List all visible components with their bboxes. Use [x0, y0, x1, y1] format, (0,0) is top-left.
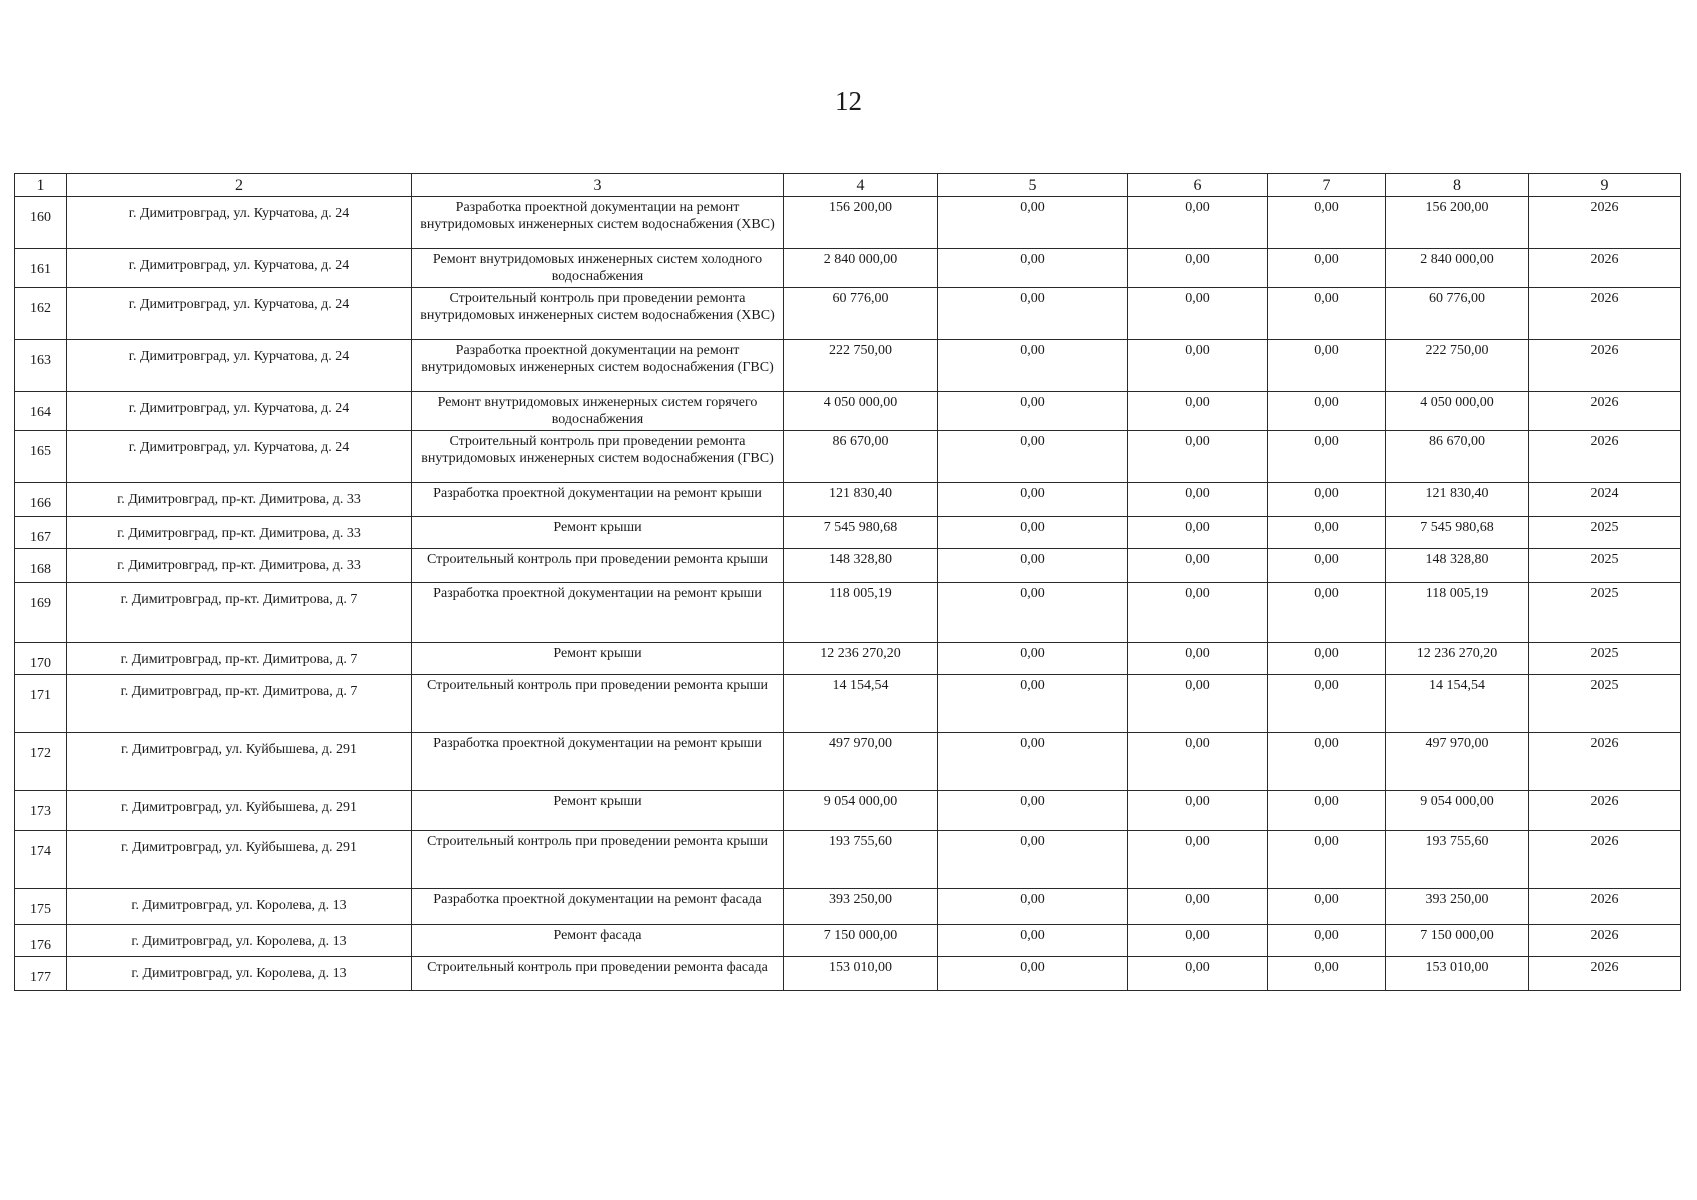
address-cell: г. Димитровград, ул. Королева, д. 13: [67, 957, 412, 991]
column-header: 5: [938, 174, 1128, 197]
owners-funds-cell: 9 054 000,00: [1386, 791, 1529, 831]
fund-cell: 0,00: [938, 675, 1128, 733]
work-type-cell: Ремонт внутридомовых инженерных систем холодного водоснабжения: [412, 249, 784, 288]
year-cell: 2025: [1529, 549, 1681, 583]
local-budget-cell: 0,00: [1268, 957, 1386, 991]
local-budget-cell: 0,00: [1268, 583, 1386, 643]
year-cell: 2024: [1529, 483, 1681, 517]
regional-budget-cell: 0,00: [1128, 483, 1268, 517]
table-row: [15, 957, 1681, 991]
total-cost-cell: 148 328,80: [784, 549, 938, 583]
total-cost-cell: 156 200,00: [784, 197, 938, 249]
work-type-cell: Строительный контроль при проведении ремонта внутридомовых инженерных систем водоснабжения (ГВС): [412, 431, 784, 483]
local-budget-cell: 0,00: [1268, 733, 1386, 791]
year-cell: 2025: [1529, 675, 1681, 733]
total-cost-cell: 4 050 000,00: [784, 392, 938, 431]
work-type-cell: Разработка проектной документации на ремонт крыши: [412, 583, 784, 643]
column-header: 9: [1529, 174, 1681, 197]
owners-funds-cell: 118 005,19: [1386, 583, 1529, 643]
owners-funds-cell: 121 830,40: [1386, 483, 1529, 517]
address-cell: г. Димитровград, ул. Курчатова, д. 24: [67, 340, 412, 392]
work-type-cell: Разработка проектной документации на ремонт внутридомовых инженерных систем водоснабжения (ГВС): [412, 340, 784, 392]
year-cell: 2025: [1529, 643, 1681, 675]
year-cell: 2026: [1529, 197, 1681, 249]
work-type-cell: Строительный контроль при проведении ремонта фасада: [412, 957, 784, 991]
fund-cell: 0,00: [938, 831, 1128, 889]
regional-budget-cell: 0,00: [1128, 831, 1268, 889]
address-cell: г. Димитровград, пр-кт. Димитрова, д. 7: [67, 675, 412, 733]
fund-cell: 0,00: [938, 249, 1128, 288]
address-cell: г. Димитровград, пр-кт. Димитрова, д. 33: [67, 517, 412, 549]
work-type-cell: Разработка проектной документации на ремонт внутридомовых инженерных систем водоснабжения (ХВС): [412, 197, 784, 249]
fund-cell: 0,00: [938, 925, 1128, 957]
row-number: 162: [15, 288, 67, 340]
regional-budget-cell: 0,00: [1128, 583, 1268, 643]
year-cell: 2026: [1529, 831, 1681, 889]
column-number-row: [15, 174, 1681, 197]
regional-budget-cell: 0,00: [1128, 549, 1268, 583]
regional-budget-cell: 0,00: [1128, 392, 1268, 431]
work-type-cell: Разработка проектной документации на ремонт крыши: [412, 733, 784, 791]
year-cell: 2026: [1529, 249, 1681, 288]
local-budget-cell: 0,00: [1268, 643, 1386, 675]
regional-budget-cell: 0,00: [1128, 197, 1268, 249]
regional-budget-cell: 0,00: [1128, 340, 1268, 392]
table-row: [15, 249, 1681, 288]
regional-budget-cell: 0,00: [1128, 925, 1268, 957]
address-cell: г. Димитровград, ул. Куйбышева, д. 291: [67, 733, 412, 791]
local-budget-cell: 0,00: [1268, 249, 1386, 288]
local-budget-cell: 0,00: [1268, 675, 1386, 733]
fund-cell: 0,00: [938, 549, 1128, 583]
address-cell: г. Димитровград, ул. Королева, д. 13: [67, 925, 412, 957]
local-budget-cell: 0,00: [1268, 392, 1386, 431]
row-number: 176: [15, 925, 67, 957]
work-type-cell: Строительный контроль при проведении ремонта внутридомовых инженерных систем водоснабжения (ХВС): [412, 288, 784, 340]
fund-cell: 0,00: [938, 733, 1128, 791]
owners-funds-cell: 156 200,00: [1386, 197, 1529, 249]
address-cell: г. Димитровград, ул. Курчатова, д. 24: [67, 431, 412, 483]
work-type-cell: Ремонт внутридомовых инженерных систем горячего водоснабжения: [412, 392, 784, 431]
table-row: [15, 340, 1681, 392]
table-row: [15, 392, 1681, 431]
table-row: [15, 643, 1681, 675]
work-type-cell: Строительный контроль при проведении ремонта крыши: [412, 675, 784, 733]
local-budget-cell: 0,00: [1268, 831, 1386, 889]
table-row: [15, 197, 1681, 249]
fund-cell: 0,00: [938, 288, 1128, 340]
work-type-cell: Ремонт фасада: [412, 925, 784, 957]
owners-funds-cell: 497 970,00: [1386, 733, 1529, 791]
repair-program-table-wrap: [14, 173, 1680, 991]
address-cell: г. Димитровград, ул. Куйбышева, д. 291: [67, 831, 412, 889]
address-cell: г. Димитровград, ул. Курчатова, д. 24: [67, 392, 412, 431]
regional-budget-cell: 0,00: [1128, 675, 1268, 733]
table-body: [15, 174, 1681, 991]
column-header: 2: [67, 174, 412, 197]
row-number: 175: [15, 889, 67, 925]
table-row: [15, 431, 1681, 483]
total-cost-cell: 393 250,00: [784, 889, 938, 925]
total-cost-cell: 118 005,19: [784, 583, 938, 643]
address-cell: г. Димитровград, ул. Курчатова, д. 24: [67, 249, 412, 288]
fund-cell: 0,00: [938, 431, 1128, 483]
owners-funds-cell: 193 755,60: [1386, 831, 1529, 889]
year-cell: 2025: [1529, 583, 1681, 643]
fund-cell: 0,00: [938, 957, 1128, 991]
total-cost-cell: 7 150 000,00: [784, 925, 938, 957]
local-budget-cell: 0,00: [1268, 288, 1386, 340]
year-cell: 2026: [1529, 733, 1681, 791]
owners-funds-cell: 393 250,00: [1386, 889, 1529, 925]
year-cell: 2026: [1529, 392, 1681, 431]
fund-cell: 0,00: [938, 340, 1128, 392]
table-row: [15, 483, 1681, 517]
page-number: 12: [835, 86, 862, 116]
total-cost-cell: 12 236 270,20: [784, 643, 938, 675]
address-cell: г. Димитровград, пр-кт. Димитрова, д. 33: [67, 483, 412, 517]
row-number: 163: [15, 340, 67, 392]
local-budget-cell: 0,00: [1268, 517, 1386, 549]
total-cost-cell: 14 154,54: [784, 675, 938, 733]
work-type-cell: Разработка проектной документации на ремонт крыши: [412, 483, 784, 517]
row-number: 166: [15, 483, 67, 517]
table-row: [15, 583, 1681, 643]
table-row: [15, 288, 1681, 340]
repair-program-table: [14, 173, 1681, 991]
total-cost-cell: 497 970,00: [784, 733, 938, 791]
work-type-cell: Ремонт крыши: [412, 643, 784, 675]
regional-budget-cell: 0,00: [1128, 957, 1268, 991]
owners-funds-cell: 7 150 000,00: [1386, 925, 1529, 957]
year-cell: 2026: [1529, 340, 1681, 392]
year-cell: 2026: [1529, 957, 1681, 991]
work-type-cell: Строительный контроль при проведении ремонта крыши: [412, 549, 784, 583]
regional-budget-cell: 0,00: [1128, 431, 1268, 483]
regional-budget-cell: 0,00: [1128, 288, 1268, 340]
local-budget-cell: 0,00: [1268, 340, 1386, 392]
local-budget-cell: 0,00: [1268, 483, 1386, 517]
fund-cell: 0,00: [938, 483, 1128, 517]
owners-funds-cell: 153 010,00: [1386, 957, 1529, 991]
column-header: 3: [412, 174, 784, 197]
regional-budget-cell: 0,00: [1128, 249, 1268, 288]
address-cell: г. Димитровград, ул. Курчатова, д. 24: [67, 197, 412, 249]
address-cell: г. Димитровград, пр-кт. Димитрова, д. 7: [67, 583, 412, 643]
local-budget-cell: 0,00: [1268, 889, 1386, 925]
total-cost-cell: 7 545 980,68: [784, 517, 938, 549]
total-cost-cell: 193 755,60: [784, 831, 938, 889]
regional-budget-cell: 0,00: [1128, 791, 1268, 831]
table-row: [15, 925, 1681, 957]
regional-budget-cell: 0,00: [1128, 517, 1268, 549]
regional-budget-cell: 0,00: [1128, 889, 1268, 925]
year-cell: 2026: [1529, 431, 1681, 483]
fund-cell: 0,00: [938, 583, 1128, 643]
total-cost-cell: 121 830,40: [784, 483, 938, 517]
table-row: [15, 733, 1681, 791]
owners-funds-cell: 2 840 000,00: [1386, 249, 1529, 288]
year-cell: 2026: [1529, 925, 1681, 957]
address-cell: г. Димитровград, пр-кт. Димитрова, д. 33: [67, 549, 412, 583]
year-cell: 2026: [1529, 791, 1681, 831]
column-header: 8: [1386, 174, 1529, 197]
row-number: 160: [15, 197, 67, 249]
row-number: 168: [15, 549, 67, 583]
row-number: 177: [15, 957, 67, 991]
row-number: 173: [15, 791, 67, 831]
local-budget-cell: 0,00: [1268, 549, 1386, 583]
row-number: 171: [15, 675, 67, 733]
local-budget-cell: 0,00: [1268, 431, 1386, 483]
total-cost-cell: 60 776,00: [784, 288, 938, 340]
row-number: 172: [15, 733, 67, 791]
column-header: 6: [1128, 174, 1268, 197]
address-cell: г. Димитровград, ул. Курчатова, д. 24: [67, 288, 412, 340]
table-row: [15, 675, 1681, 733]
table-row: [15, 549, 1681, 583]
work-type-cell: Строительный контроль при проведении ремонта крыши: [412, 831, 784, 889]
year-cell: 2026: [1529, 889, 1681, 925]
fund-cell: 0,00: [938, 517, 1128, 549]
table-row: [15, 889, 1681, 925]
owners-funds-cell: 12 236 270,20: [1386, 643, 1529, 675]
address-cell: г. Димитровград, ул. Куйбышева, д. 291: [67, 791, 412, 831]
local-budget-cell: 0,00: [1268, 791, 1386, 831]
row-number: 174: [15, 831, 67, 889]
local-budget-cell: 0,00: [1268, 925, 1386, 957]
row-number: 170: [15, 643, 67, 675]
regional-budget-cell: 0,00: [1128, 643, 1268, 675]
column-header: 7: [1268, 174, 1386, 197]
work-type-cell: Ремонт крыши: [412, 517, 784, 549]
row-number: 164: [15, 392, 67, 431]
owners-funds-cell: 4 050 000,00: [1386, 392, 1529, 431]
table-row: [15, 517, 1681, 549]
total-cost-cell: 2 840 000,00: [784, 249, 938, 288]
table-row: [15, 791, 1681, 831]
address-cell: г. Димитровград, ул. Королева, д. 13: [67, 889, 412, 925]
owners-funds-cell: 148 328,80: [1386, 549, 1529, 583]
row-number: 169: [15, 583, 67, 643]
fund-cell: 0,00: [938, 643, 1128, 675]
owners-funds-cell: 222 750,00: [1386, 340, 1529, 392]
column-header: 4: [784, 174, 938, 197]
year-cell: 2025: [1529, 517, 1681, 549]
row-number: 165: [15, 431, 67, 483]
fund-cell: 0,00: [938, 392, 1128, 431]
year-cell: 2026: [1529, 288, 1681, 340]
owners-funds-cell: 60 776,00: [1386, 288, 1529, 340]
work-type-cell: Ремонт крыши: [412, 791, 784, 831]
total-cost-cell: 222 750,00: [784, 340, 938, 392]
total-cost-cell: 153 010,00: [784, 957, 938, 991]
owners-funds-cell: 86 670,00: [1386, 431, 1529, 483]
table-row: [15, 831, 1681, 889]
owners-funds-cell: 7 545 980,68: [1386, 517, 1529, 549]
column-header: 1: [15, 174, 67, 197]
row-number: 167: [15, 517, 67, 549]
address-cell: г. Димитровград, пр-кт. Димитрова, д. 7: [67, 643, 412, 675]
row-number: 161: [15, 249, 67, 288]
local-budget-cell: 0,00: [1268, 197, 1386, 249]
owners-funds-cell: 14 154,54: [1386, 675, 1529, 733]
fund-cell: 0,00: [938, 889, 1128, 925]
fund-cell: 0,00: [938, 791, 1128, 831]
fund-cell: 0,00: [938, 197, 1128, 249]
total-cost-cell: 86 670,00: [784, 431, 938, 483]
total-cost-cell: 9 054 000,00: [784, 791, 938, 831]
work-type-cell: Разработка проектной документации на ремонт фасада: [412, 889, 784, 925]
regional-budget-cell: 0,00: [1128, 733, 1268, 791]
